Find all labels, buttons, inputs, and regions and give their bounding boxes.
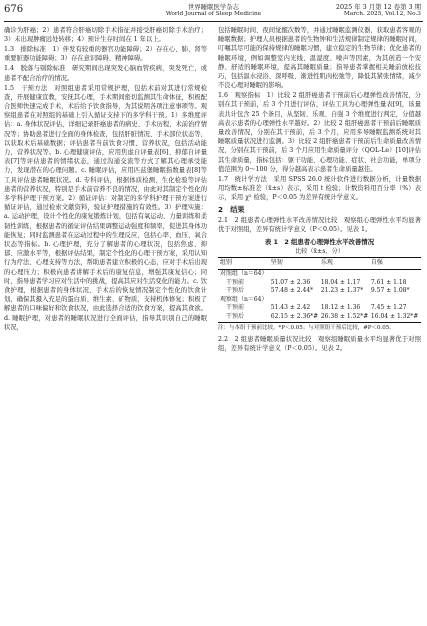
issue-date-cn: 2025 年 3 月第 12 卷第 3 期: [335, 3, 421, 11]
table-cell: 18.12 ± 1.36: [320, 304, 361, 312]
section-2-results-heading: 2 结果: [218, 205, 245, 215]
table-group-observation: 观察组（n＝64）: [220, 295, 268, 303]
paragraph-inclusion-continued: 确诊为肝癌；2）患者符合肝癌切除手术指征并接受肝癌切除手术治疗；3）未出现肿瘤远处转移；4）预计生存时间在 1 年以上。: [4, 27, 207, 44]
table-1-caption: 表 1 2 组患者心理弹性水平改善情况: [264, 238, 375, 247]
table-cell: 7.61 ± 1.18: [370, 278, 407, 286]
table-cell: 51.07 ± 2.36: [270, 278, 311, 286]
running-header: [0, 0, 427, 24]
table-1-note: 注：与本组干预前比较，*P＜0.05；与对照组干预后比较，#P＜0.05。: [218, 324, 395, 331]
table-cell: 26.38 ± 1.52*#: [321, 313, 371, 322]
table-row-label: 干预后: [218, 313, 271, 322]
table-row: [218, 313, 421, 322]
table-header-row: [218, 258, 421, 270]
table-header-group: 组别: [218, 258, 271, 270]
section-1-7-statistics: 1.7 统计学方法 采用 SPSS 26.0 统计软件进行数据分析，计量数据用均数±标准差（x̄±s）表示，采用 t 检验；计数资料用百分率（%）表示，采用 χ² 检验，P＜0.05 为差异有统计学意义。: [218, 175, 421, 202]
table-1: [218, 257, 421, 322]
section-1-4-dropout: 1.4 脱落与剔除标准 研究期间出现突发心脑血管疾病，突发死亡，或患者不配合治疗的情况。: [4, 65, 207, 82]
section-2-2-sleep-quality: 2.2 2 组患者睡眠质量状况比较 观察组睡眠质量水平均显著优于对照组，差异有统计学意义（P＜0.05）。见表 2。: [218, 336, 421, 353]
table-cell: 62.15 ± 2.36*#: [271, 313, 321, 322]
table-cell: 21.23 ± 1.37*: [320, 287, 364, 295]
table-group-row: [218, 270, 421, 279]
table-header-self-strength: 自强: [371, 258, 421, 270]
issue-date-en: March. 2025, Vol.12, No.3: [343, 11, 421, 17]
table-row: [218, 287, 421, 296]
header-rule: [4, 21, 423, 22]
right-column: [218, 26, 421, 622]
table-header-optimism: 乐观: [321, 258, 371, 270]
table-cell: 18.04 ± 1.17: [320, 278, 361, 286]
table-row: [218, 279, 421, 288]
table-group-row: [218, 296, 421, 305]
page-number: 676: [4, 4, 24, 15]
journal-title-en: World Journal of Sleep Medicine: [165, 11, 262, 17]
table-cell: 7.45 ± 1.27: [370, 304, 407, 312]
section-2-1-resilience: 2.1 2 组患者心理弹性水平改善情况比较 观察组心理弹性水平均显著优于对照组，差异有统计学意义（P＜0.05）。见表 1。: [218, 216, 421, 233]
table-header-toughness: 坚韧: [271, 258, 321, 270]
section-1-5-intervention: 1.5 干预方法 对照组患者采用常规护理，包括术前对其进行常规检查，开展健康宣教，安抚其心理，手术期间密切监测其生命体征，积极配合医师快速完成手术，术后给予饮食指导，为其说明各项注意事项等。观察组患者在对照组的基础上引入循证支持下的多学科干预。1）多维度评估：a. 身体状况评估，详细记录肝癌患者的病史、手术历程、术前治疗情况等；协助患者进行全面的身体检查，包括肝脏情况、手术部位状态等，以获取术后基础数据；评估患者当前饮食习惯、营养状况，包括活动能力，营养状况等。b. 心理健康评估，应用焦虑自评量表[6]、抑郁自评量表[7]等评估患者的情绪状态，通过沟通交流等方式了解其心理承受能力，发现潜在的心理问题。c. 睡眠评估，应用匹兹堡睡眠指数量表[8]等工具评估患者睡眠状况。d. 专科评估，根据体质检测、生化检验等评估患者的营养状况，特别是手术前营养不良的情况，由此对其制定个性化的多学科护理干预方案。2）循证评估：对制定的多学科护理干预方案进行循证评估，通过检索文献资料，验证护理措施的有效性。3）护理实施：a. 运动护理，设计个性化的康复锻炼计划，包括有氧运动、力量训练和柔韧性训练，根据患者的循证评估结果调整运动强度和频率，促进其身体功能恢复；同时监测患者在运动过程中的生理反应，包括心率、血压、氧合状态等指标。b. 心理护理，充分了解患者的心理状况，包括焦虑、抑郁、应激水平等，根据评估结果，制定个性化的心理干预方案，采用认知行为疗法、心理支持等方法，帮助患者建立积极的心态，应对手术后出现的心理压力；积极向患者讲解手术后的康复信息，增强其康复信心；同时，指导患者学习应对生活中的挑战，提高其应对生活变化的能力。c. 饮食护理，根据患者的身体状况、手术后的恢复情况制定个性化的饮食计划，确保其摄入充足的蛋白质、维生素、矿物质，支持机体修复；积极了解患者的口味偏好和饮食状况，由此选择合适的饮食方案，提高其食欲。d. 睡眠护理，对患者的睡眠状况进行全面评估，指导其识别自己的睡眠状况，: [4, 84, 207, 331]
section-1-6-indicators: 1.6 观察指标 1）比较 2 组肝癌患者干预前后心理弹性改善情况，分别在其干预前，后 3 个月进行评估，评估工具为心理弹性量表[9]，该量表共计包含 25 个条目，从坚韧、乐观、自强 3 个维度进行判定，分值越高表示患者的心理弹性水平越好。2）比较 2 组肝癌患者干预前后睡眠质量改善情况，分别在其干预前，后 3 个月，应用多导睡眠监测系统对其睡眠质量状况进行监测。3）比较 2 组肝癌患者干预前后生命质量改善情况，分别在其干预前，后 3 个月应用生命质量评分（QOL-Le）[10]评估其生命质量，指标包括：躯干功能、心理功能、症状、社会功能，单项分值范围为 0～100 分，得分越高表示患者生命质量越佳。: [218, 92, 421, 173]
table-row-label: 干预后: [226, 287, 245, 295]
table-group-control: 对照组（n＝64）: [220, 270, 268, 278]
section-1-3-exclusion: 1.3 排除标准 1）伴发有较重的器官功能障碍；2）存在心、肺、肾等重要脏器功能障碍；3）存在意识障碍、精神障碍。: [4, 46, 207, 63]
table-cell: 51.43 ± 2.42: [270, 304, 311, 312]
table-cell: 9.57 ± 1.08*: [370, 287, 410, 295]
paragraph-sleep-care: 包括睡眠时间、夜间觉醒次数等，并通过睡眠监测仪器，获取患者客观的睡眠数据；护理人员根据患者的生物钟和生活规律制定规律的睡眠时间，叮嘱其尽可能的保持规律的睡眠习惯，建立稳定的生物节律；优化患者的睡眠环境，例如调整室内光线、温湿度、噪声等因素，为其创造一个安静、舒适的睡眠环境，提高其睡眠质量；指导患者掌握相关睡前放松技巧，包括温水浸浴、深呼吸、渐进性肌肉松弛等，降低其紧张情绪，减少不良心理对睡眠的影响。: [218, 27, 421, 90]
table-row-label: 干预前: [226, 278, 245, 286]
table-cell: 16.04 ± 1.32*#: [371, 313, 421, 322]
left-column: [4, 26, 207, 622]
table-1-subcaption: 比较（x̄±s，分）: [295, 248, 344, 256]
table-cell: 57.48 ± 2.44*: [270, 287, 314, 295]
journal-title-cn: 世界睡眠医学杂志: [187, 3, 240, 11]
table-row: [218, 304, 421, 313]
table-row-label: 干预前: [226, 304, 245, 312]
